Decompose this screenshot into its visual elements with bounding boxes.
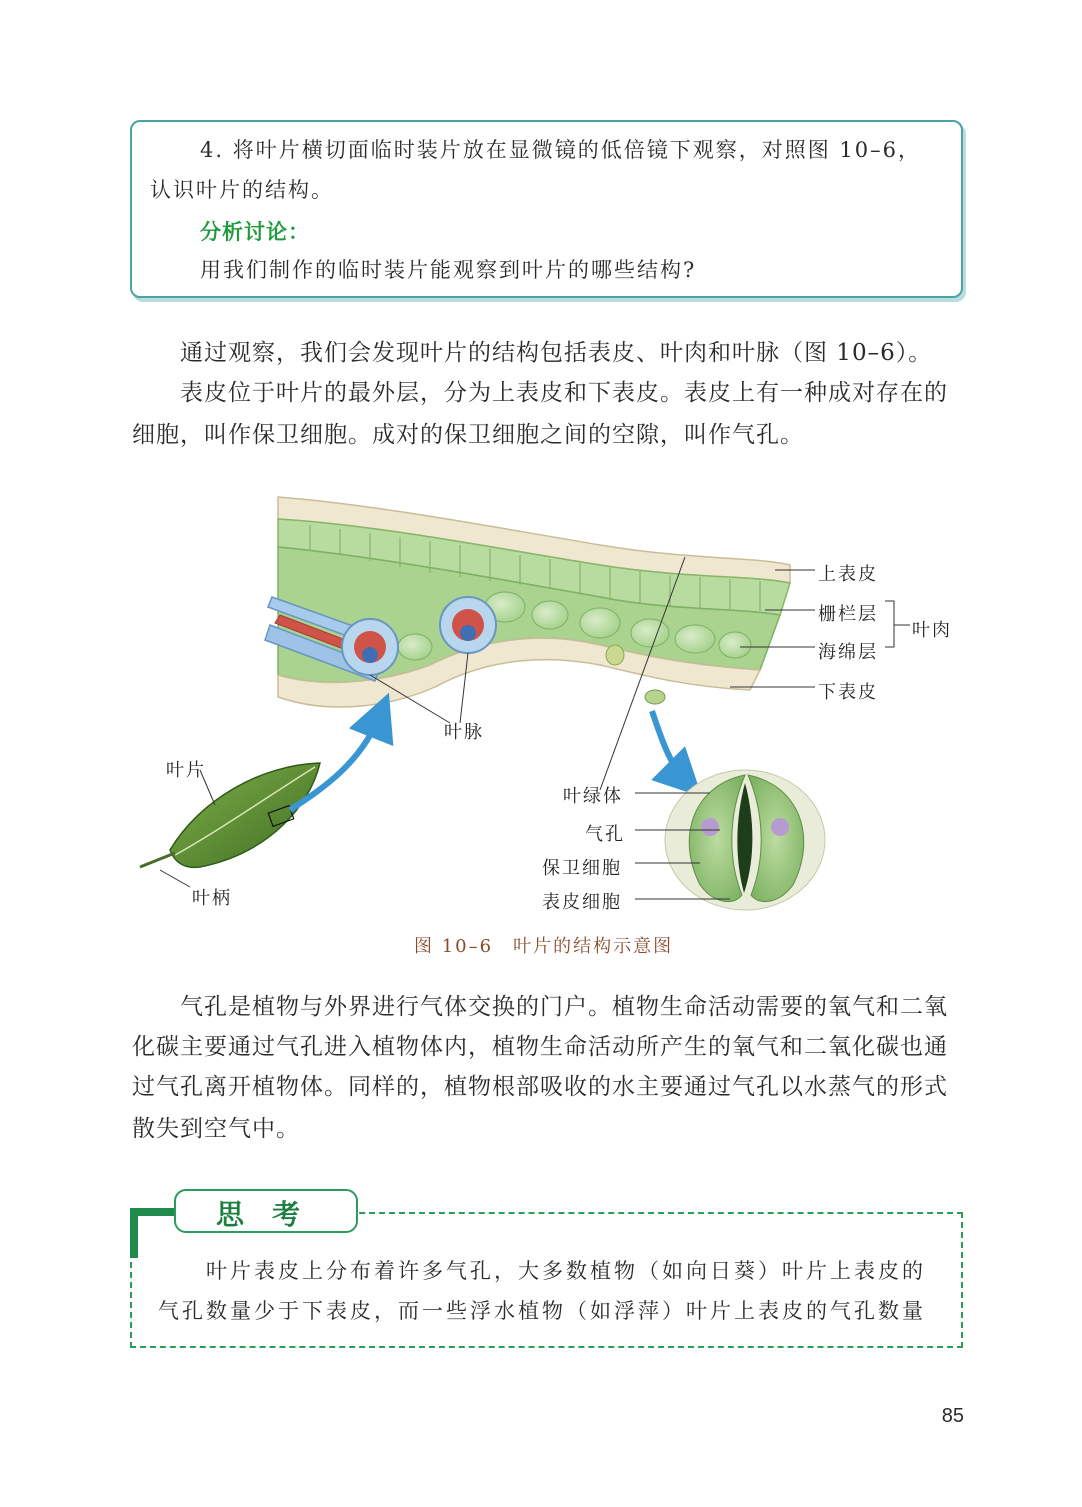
paragraph-epidermis-line2: 细胞，叫作保卫细胞。成对的保卫细胞之间的空隙，叫作气孔。 — [132, 422, 804, 448]
label-palisade-layer: 栅栏层 — [818, 604, 878, 625]
analysis-question: 用我们制作的临时装片能观察到叶片的哪些结构? — [200, 258, 697, 282]
think-text-line1: 叶片表皮上分布着许多气孔，大多数植物（如向日葵）叶片上表皮的 — [206, 1259, 926, 1283]
think-corner-accent-top — [130, 1208, 176, 1216]
think-text-line2: 气孔数量少于下表皮，而一些浮水植物（如浮萍）叶片上表皮的气孔数量 — [158, 1299, 926, 1323]
paragraph-observation: 通过观察，我们会发现叶片的结构包括表皮、叶肉和叶脉（图 10–6）。 — [180, 340, 933, 366]
page-number: 85 — [941, 1405, 964, 1427]
label-vein: 叶脉 — [444, 722, 484, 743]
label-petiole: 叶柄 — [192, 888, 232, 909]
paragraph-stoma-line4: 散失到空气中。 — [132, 1116, 300, 1142]
label-guard-cell: 保卫细胞 — [542, 858, 622, 879]
activity-step-text-continued: 认识叶片的结构。 — [150, 178, 334, 202]
label-mesophyll: 叶肉 — [912, 620, 952, 641]
vein-cross-section-1 — [342, 619, 398, 675]
label-stoma: 气孔 — [585, 824, 625, 845]
figure-caption: 图 10–6 叶片的结构示意图 — [414, 936, 674, 957]
paragraph-stoma-line2: 化碳主要通过气孔进入植物体内，植物生命活动所产生的氧气和二氧化碳也通 — [132, 1034, 948, 1060]
paragraph-epidermis-line1: 表皮位于叶片的最外层，分为上表皮和下表皮。表皮上有一种成对存在的 — [180, 380, 948, 406]
label-upper-epidermis: 上表皮 — [818, 564, 878, 585]
label-epidermal-cell: 表皮细胞 — [542, 892, 622, 913]
think-title: 思考 — [216, 1198, 329, 1231]
label-spongy-layer: 海绵层 — [818, 642, 878, 663]
label-chloroplast: 叶绿体 — [563, 786, 623, 807]
paragraph-stoma-line1: 气孔是植物与外界进行气体交换的门户。植物生命活动需要的氧气和二氧 — [180, 994, 948, 1020]
stoma-detail — [665, 770, 825, 910]
arrow-section-to-stoma — [652, 711, 685, 780]
vein-cross-section-2 — [440, 597, 496, 653]
paragraph-stoma-line3: 过气孔离开植物体。同样的，植物根部吸收的水主要通过气孔以水蒸气的形式 — [132, 1074, 948, 1100]
activity-step-text: 4. 将叶片横切面临时装片放在显微镜的低倍镜下观察，对照图 10–6， — [200, 138, 921, 162]
label-leaf-blade: 叶片 — [166, 760, 206, 781]
analysis-heading: 分析讨论： — [200, 220, 310, 244]
label-lower-epidermis: 下表皮 — [818, 682, 878, 703]
